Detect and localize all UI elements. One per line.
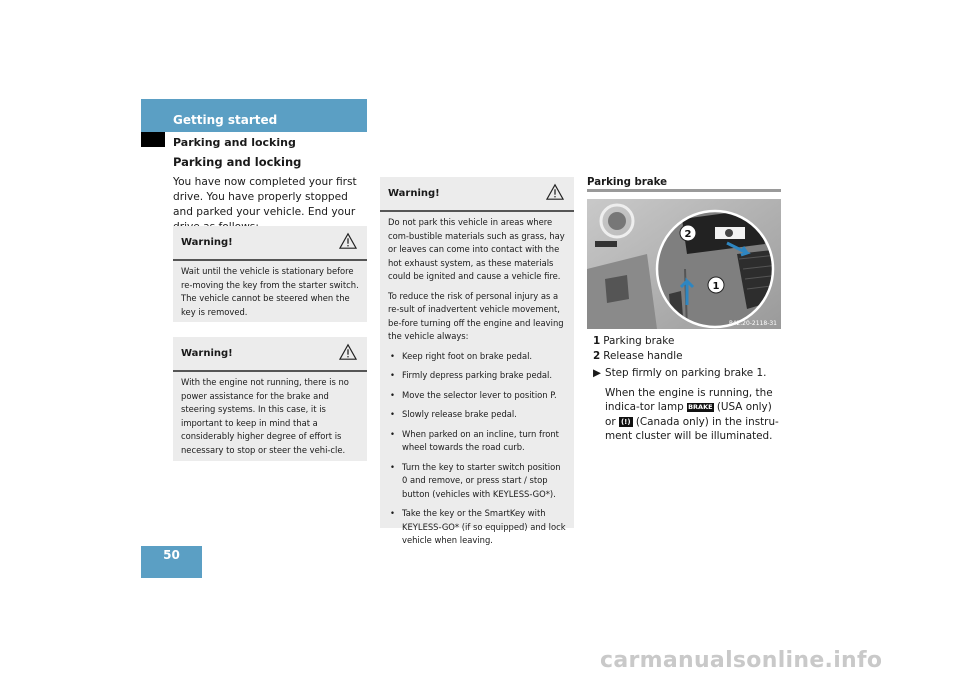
bullet-text: Keep right foot on brake pedal.	[402, 350, 533, 361]
bullet-text: When parked on an incline, turn front wheel towards the road curb.	[402, 428, 559, 452]
step-arrow-icon: ▶	[593, 367, 601, 379]
bullet-item: • When parked on an incline, turn front wheel towards the road curb.	[390, 428, 559, 452]
header-tab-marker	[141, 132, 165, 147]
step-text: Step firmly on parking brake 1.	[605, 367, 767, 379]
warning-box-2	[173, 337, 367, 461]
legend-item: 2 Release handle	[593, 349, 683, 362]
bullet-item: • Take the key or the SmartKey with KEYLESS-GO* (if so equipped) and lock vehicle when leaving.	[390, 508, 566, 545]
bullet-item: • Keep right foot on brake pedal.	[390, 350, 533, 361]
section-title: Parking and locking	[173, 155, 302, 169]
parking-brake-title: Parking brake	[587, 177, 668, 188]
bullet-item: • Turn the key to starter switch position 0 and remove, or press start / stop button (vehicles with KEYLESS-GO*).	[390, 461, 561, 499]
warning-title: Warning!	[388, 188, 440, 199]
step-detail: When the engine is running, the indica-tor lamp BRAKE (USA only) or (!) (Canada only) in the instru-ment cluster will be illuminated.	[605, 386, 779, 442]
bullet-text: Move the selector lever to position P.	[402, 389, 557, 400]
warning-box-1	[173, 226, 367, 322]
bullet-item: • Firmly depress parking brake pedal.	[390, 370, 553, 380]
svg-text:2: 2	[684, 229, 692, 240]
warning-header	[380, 177, 574, 212]
warning-header	[173, 337, 367, 372]
watermark: carmanualsonline.info	[600, 648, 883, 673]
callout-2	[680, 225, 696, 241]
warning-triangle-icon	[339, 343, 357, 361]
bullet-text: Slowly release brake pedal.	[402, 409, 517, 419]
warning-triangle-icon	[339, 232, 357, 250]
warning-triangle-icon	[546, 183, 564, 201]
intro-text: You have now completed your first drive. You have properly stopped and parked your vehicle. End your	[173, 176, 357, 218]
warning-text: Wait until the vehicle is stationary before re-moving the key from the starter switch. The vehicle cannot be steered when the key is removed.	[181, 266, 359, 317]
bullet-text: Turn the key to starter switch position 0 and remove, or press start / stop button (vehicles with KEYLESS-GO*).	[402, 461, 561, 499]
bullet-text: Take the key or the SmartKey with KEYLESS-GO* (if so equipped) and lock vehicle when leaving.	[402, 508, 566, 545]
svg-text:1: 1	[712, 281, 720, 292]
bullet-item: • Slowly release brake pedal.	[390, 409, 517, 419]
warning-title: Warning!	[181, 237, 233, 248]
title-rule	[587, 189, 781, 192]
parking-brake-photo	[587, 199, 781, 329]
warning-paragraph: To reduce the risk of personal injury as a re-sult of inadvertent vehicle movement, be-fore turning off the engine and leaving the vehicle always:	[388, 290, 564, 341]
warning-title: Warning!	[181, 348, 233, 359]
instruction-step	[593, 366, 783, 444]
warning-box-3	[380, 177, 574, 545]
warning-text: With the engine not running, there is no power assistance for the brake and steering systems. In this case, it is important to keep in mind that a considerably higher degree of effort is necessary to stop or steer the vehi-cle.	[181, 377, 349, 455]
legend	[593, 334, 683, 363]
page-number: 50	[163, 548, 180, 562]
header-subsection: Parking and locking	[173, 136, 296, 149]
header-section-title: Getting started	[173, 113, 278, 127]
bullet-text: Firmly depress parking brake pedal.	[402, 370, 553, 380]
canada-brake-indicator-icon: (!)	[620, 417, 631, 426]
warning-header	[173, 226, 367, 261]
brake-indicator-icon: BRAKE	[688, 403, 713, 411]
callout-1	[708, 277, 724, 293]
legend-item: 1 Parking brake	[593, 335, 675, 347]
bullet-item: • Move the selector lever to position P.	[390, 389, 557, 400]
image-code: P42.20-2118-31	[728, 320, 777, 327]
warning-text	[388, 216, 568, 554]
warning-paragraph: Do not park this vehicle in areas where com-bustible materials such as grass, hay or leaves can come into contact with the hot exhaust system, as these materials could be ignited and cause a vehicle fire.	[388, 217, 565, 281]
